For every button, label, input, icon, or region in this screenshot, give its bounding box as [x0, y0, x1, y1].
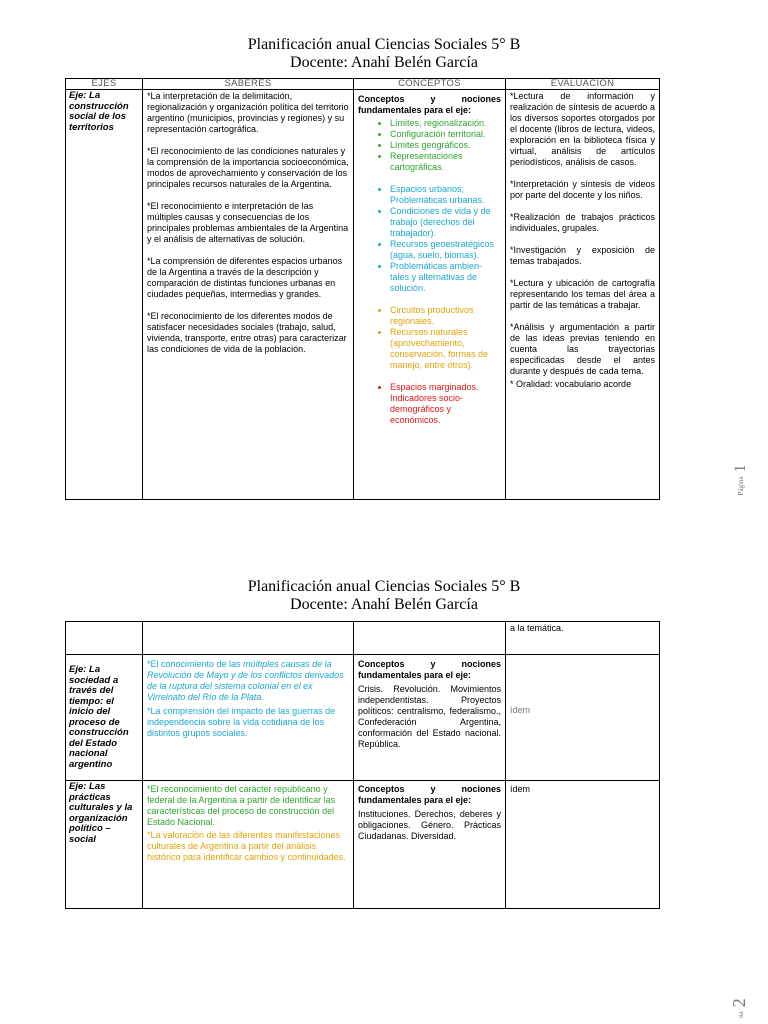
page1-planning-table — [65, 78, 660, 500]
conceptos-heading: Conceptos y nociones fundamentales para el eje: — [358, 94, 501, 115]
evaluacion-item: *Investigación y exposición de temas trabajados. — [510, 245, 655, 266]
eje-cell: Eje: La construcción social de los territorios — [66, 90, 143, 500]
conceptos-cell — [354, 781, 506, 909]
evaluacion-cell: ídem — [506, 781, 660, 909]
page1-title: Planificación anual Ciencias Sociales 5° B — [247, 36, 521, 53]
continuation-cell: a la temática. — [506, 622, 660, 655]
list-item: • Espacios marginados. Indicadores socio-demográficos y económicos. — [390, 382, 501, 426]
list-item: • Circuitos productivos regionales. — [390, 305, 501, 327]
saber-item: *La comprensión de diferentes espacios urbanos de la Argentina a través de la descripción y comparación de distintas funciones urbanas en ciudades pequeñas, intermedias y grandes. — [147, 256, 343, 299]
evaluacion-item: *Análisis y argumentación a partir de las ideas previas teniendo en cuenta las trayectorias especificadas desde el antes durante y después de cada tema. — [510, 322, 655, 376]
list-item: • Espacios urbanos; Problemáticas urbanas. — [390, 184, 501, 206]
header-ejes: EJES — [66, 79, 143, 90]
header-evaluacion: EVALUACIÓN — [506, 79, 660, 90]
evaluacion-cell: ídem — [506, 655, 660, 781]
page-label: Página — [737, 476, 745, 496]
saber-item — [147, 659, 349, 703]
list-item: • Recursos naturales (aprovechamiento, conservación, formas de manejo, entre otros). — [390, 327, 501, 371]
concept-list-cyan — [358, 184, 501, 294]
empty-cell — [66, 622, 143, 655]
eje-cell: Eje: La sociedad a través del tiempo: el inicio del proceso de construcción del Estado nacional argentino — [66, 655, 143, 781]
concept-list-green — [358, 118, 501, 173]
conceptos-heading: Conceptos y nociones fundamentales para el eje: — [358, 659, 501, 680]
saberes-cell — [143, 90, 354, 500]
eje-cell: Eje: Las prácticas culturales y la organización político – social — [66, 781, 143, 909]
table-row — [66, 781, 660, 909]
header-conceptos: CONCEPTOS — [354, 79, 506, 90]
page-number: 2 — [729, 998, 749, 1008]
table-row — [66, 622, 660, 655]
empty-cell — [354, 622, 506, 655]
conceptos-cell — [354, 655, 506, 781]
page2-footer — [722, 994, 752, 1024]
saberes-cell — [143, 655, 354, 781]
concept-list-red — [358, 382, 501, 426]
header-saberes: SABERES — [143, 79, 354, 90]
page1-teacher: Docente: Anahí Belén García — [290, 54, 478, 71]
saber-item: *La comprensión del impacto de las guerras de independencia sobre la vida cotidiana de los distintos grupos sociales. — [147, 706, 336, 738]
list-item: • Límites, regionalización. — [390, 118, 501, 129]
saberes-cell — [143, 781, 354, 909]
evaluacion-cell — [506, 90, 660, 500]
page1-footer — [722, 455, 752, 505]
list-item: • Recursos geoestratégicos (agua, suelo, biomas). — [390, 239, 501, 261]
table-header-row — [66, 79, 660, 90]
concept-list-orange — [358, 305, 501, 371]
conceptos-cell — [354, 90, 506, 500]
saber-item-prefix: *El conocimiento de las — [147, 659, 244, 669]
list-item: • Límites geográficos. — [390, 140, 501, 151]
list-item: • Problemáticas ambien-tales y alternativas de solución. — [390, 261, 501, 294]
page2-title: Planificación anual Ciencias Sociales 5° B — [247, 578, 521, 595]
list-item: • Condiciones de vida y de trabajo (derechos del trabajador). — [390, 206, 501, 239]
saber-item: *El reconocimiento de las condiciones naturales y la comprensión de la importancia socioeconómica, modos de aprovechamiento y conservación de los principales recursos naturales de la Argentina. — [147, 146, 349, 189]
evaluacion-item: *Realización de trabajos prácticos individuales, grupales. — [510, 212, 655, 233]
saber-item: *La interpretación de la delimitación, regionalización y organización política del territorio argentino (municipios, provincias y regiones) y su representación cartográfica. — [147, 91, 349, 134]
saber-item: *El reconocimiento e interpretación de las múltiples causas y consecuencias de los principales problemas ambientales de la Argentina y el análisis de alternativas de solución. — [147, 201, 349, 244]
saber-item-italic: múltiples causas de la Revolución de Mayo y de los conflictos derivados de la ruptura del sistema colonial en el ex Virreinato del Río de la Plata. — [147, 659, 344, 702]
list-item: • Representaciones cartográficas. — [390, 151, 501, 173]
page2-planning-table — [65, 621, 660, 909]
evaluacion-item: *Interpretación y síntesis de videos por parte del docente y los niños. — [510, 179, 655, 200]
page2-teacher: Docente: Anahí Belén García — [290, 596, 478, 613]
saber-item: *El reconocimiento del carácter republicano y federal de la Argentina a partir de identificar las características del proceso de construcción del Estado Nacional. — [147, 784, 336, 827]
saber-item: *La valoración de las diferentes manifestaciones culturales de Argentina a partir del análisis histórico para identificar cambios y continuidades. — [147, 830, 346, 862]
evaluacion-item: *Lectura y ubicación de cartografía representando los temas del área a partir de las temáticas a trabajar. — [510, 278, 655, 310]
table-row — [66, 655, 660, 781]
saber-item: *El reconocimiento de los diferentes modos de satisfacer necesidades sociales (trabajo, salud, vivienda, transporte, entre otras) para caracterizar las condiciones de vida de la población. — [147, 311, 347, 354]
conceptos-text: Instituciones. Derechos, deberes y obligaciones. Género. Prácticas Ciudadanas. Diversidad. — [358, 809, 501, 841]
evaluacion-item: * Oralidad: vocabulario acorde — [510, 379, 632, 389]
list-item: • Configuración territorial. — [390, 129, 501, 140]
table-row — [66, 90, 660, 500]
page-number: 1 — [732, 464, 749, 473]
conceptos-text: Crisis. Revolución. Movimientos independentistas. Proyectos políticos: centralismo, federalismo., Confederación Argentina, conformación del Estado nacional. República. — [358, 684, 501, 749]
evaluacion-item: *Lectura de información y realización de síntesis de acuerdo a los diversos soportes otorgados por el docente (libros de lectura, videos, exploración en la biblioteca física y virtual, análisis de artículos periodísticos, análisis de casos. — [510, 91, 655, 167]
conceptos-heading: Conceptos y nociones fundamentales para el eje: — [358, 784, 501, 805]
empty-cell — [143, 622, 354, 655]
page-label: na — [737, 1011, 745, 1018]
